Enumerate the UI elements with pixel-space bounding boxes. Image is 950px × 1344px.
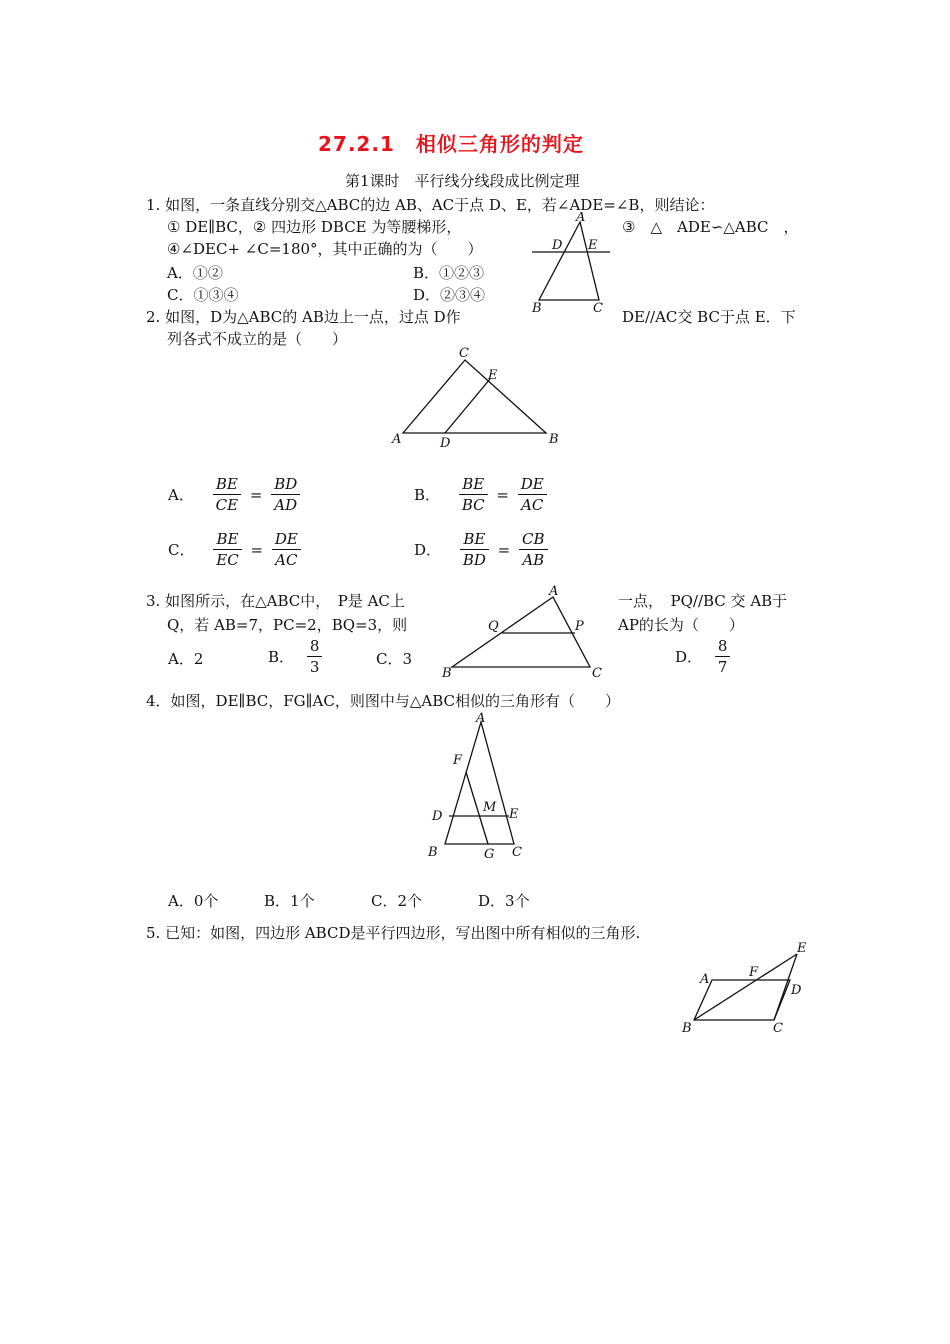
denominator: AD	[274, 496, 298, 514]
equals-sign: =	[249, 485, 263, 504]
numerator: CB	[519, 529, 548, 550]
q4-stem: 4．如图，DE∥BC，FG∥AC，则图中与△ABC相似的三角形有（ ）	[146, 692, 621, 710]
q3-option-a: A．2	[168, 650, 204, 668]
q4-label-f: F	[453, 753, 463, 768]
q1-stem-line1: 1. 如图，一条直线分别交△ABC的边 AB、AC于点 D、E，若∠ADE=∠B，则结论：	[146, 196, 715, 214]
denominator: 3	[309, 658, 320, 676]
q2-label-b: B	[549, 432, 559, 447]
q2-option-b	[414, 474, 547, 515]
equals-sign: =	[496, 485, 509, 504]
q2-label-e: E	[488, 368, 498, 383]
q3-stem-line2b: AP的长为（ ）	[618, 616, 744, 634]
equals-sign: =	[250, 540, 264, 559]
q1-stem-line3: ④∠DEC+ ∠C=180°，其中正确的为（ ）	[167, 240, 483, 258]
q5-label-e: E	[797, 941, 807, 956]
q3-option-c: C．3	[376, 650, 413, 668]
q4-label-a: A	[476, 711, 486, 726]
q1-option-c: C．①③④	[167, 286, 239, 304]
q2-option-d	[414, 529, 548, 570]
denominator: CE	[215, 496, 239, 514]
numerator: BE	[459, 474, 488, 495]
q1-stem-line2a: ① DE∥BC，② 四边形 DBCE 为等腰梯形，	[167, 218, 462, 236]
fraction	[271, 474, 300, 515]
q4-label-e: E	[509, 807, 519, 822]
q2-stem-line1a: 2. 如图，D为△ABC的 AB边上一点，过点 D作	[146, 308, 461, 326]
numerator: DE	[272, 529, 301, 550]
numerator: BE	[213, 529, 241, 550]
q2-label-d: D	[440, 436, 451, 451]
denominator: BD	[462, 551, 486, 569]
q4-label-c: C	[512, 845, 522, 860]
q5-label-f: F	[749, 965, 759, 980]
q3-option-d	[675, 636, 730, 677]
numerator: BE	[460, 529, 489, 550]
q2-option-a-label: A．	[168, 486, 194, 504]
numerator: DE	[518, 474, 547, 495]
fraction	[459, 474, 488, 515]
q2-stem-line1b: DE//AC交 BC于点 E．下	[622, 308, 796, 326]
q3-label-q: Q	[488, 619, 499, 634]
q3-triangle-abc	[452, 597, 590, 667]
q4-option-c: C．2个	[371, 892, 423, 910]
q3-label-c: C	[592, 666, 602, 680]
q2-label-c: C	[459, 346, 469, 361]
q4-triangle-abc	[445, 722, 514, 844]
q3-stem-line1b: 一点， PQ//BC 交 AB于	[618, 592, 788, 610]
q4-label-b: B	[428, 845, 438, 860]
fraction	[307, 636, 323, 677]
q2-option-b-label: B．	[414, 486, 441, 504]
numerator: BE	[213, 474, 241, 495]
q5-figure	[680, 938, 810, 1038]
q4-figure	[425, 710, 525, 862]
q3-stem-line1a: 3. 如图所示，在△ABC中， P是 AC上	[146, 592, 405, 610]
q3-stem-line2a: Q，若 AB=7，PC=2，BQ=3，则	[167, 616, 408, 634]
q4-option-d: D．3个	[478, 892, 530, 910]
equals-sign: =	[497, 540, 511, 559]
q1-option-b: B．①②③	[413, 264, 485, 282]
q1-option-a: A．①②	[167, 264, 223, 282]
q4-label-d: D	[432, 809, 443, 824]
denominator: 7	[717, 658, 728, 676]
fraction	[519, 529, 548, 570]
q3-option-b	[268, 636, 322, 677]
q2-option-d-label: D．	[414, 541, 442, 559]
page-title: 27.2.1 相似三角形的判定	[318, 132, 584, 156]
q5-stem: 5. 已知：如图，四边形 ABCD是平行四边形，写出图中所有相似的三角形.	[146, 924, 641, 942]
fraction	[715, 636, 731, 677]
q3-figure	[440, 585, 610, 680]
q2-option-c-label: C．	[168, 541, 195, 559]
q4-label-g: G	[484, 847, 495, 862]
fraction	[272, 529, 301, 570]
q1-label-b: B	[532, 301, 542, 316]
fraction	[213, 474, 241, 515]
q4-option-a: A．0个	[168, 892, 219, 910]
denominator: AB	[522, 551, 545, 569]
q4-option-b: B．1个	[264, 892, 315, 910]
q1-option-d: D．②③④	[413, 286, 486, 304]
q1-label-c: C	[593, 301, 603, 316]
q3-option-d-label: D．	[675, 648, 703, 666]
q1-label-e: E	[588, 238, 598, 253]
fraction	[213, 529, 241, 570]
q3-option-b-label: B．	[268, 648, 295, 666]
q2-line-de	[445, 379, 490, 433]
q2-triangle-abc	[403, 360, 546, 433]
denominator: AC	[521, 496, 544, 514]
q2-label-a: A	[392, 432, 402, 447]
q5-label-b: B	[682, 1021, 692, 1036]
q2-stem-line2: 列各式不成立的是（ ）	[167, 330, 348, 348]
numerator: 8	[307, 636, 323, 657]
q1-label-a: A	[576, 212, 586, 225]
q5-label-d: D	[791, 983, 802, 998]
q5-label-a: A	[700, 972, 710, 987]
q2-option-c	[168, 529, 301, 570]
q1-figure	[522, 212, 622, 316]
fraction	[460, 529, 489, 570]
q1-stem-line2b: ③ △ ADE∽△ABC ，	[622, 218, 799, 236]
numerator: 8	[715, 636, 731, 657]
fraction	[518, 474, 547, 515]
q3-label-p: P	[575, 619, 584, 634]
q2-figure	[390, 345, 562, 451]
q4-label-m: M	[483, 800, 497, 815]
q5-label-c: C	[773, 1021, 783, 1036]
numerator: BD	[271, 474, 300, 495]
q1-triangle-abc	[539, 222, 599, 300]
denominator: BC	[461, 496, 485, 514]
q3-label-a: A	[549, 585, 559, 599]
q3-label-b: B	[442, 666, 452, 680]
q2-option-a	[168, 474, 300, 515]
lesson-subtitle: 第1课时 平行线分线段成比例定理	[345, 172, 580, 190]
q1-label-d: D	[552, 238, 563, 253]
denominator: EC	[216, 551, 239, 569]
denominator: AC	[275, 551, 298, 569]
